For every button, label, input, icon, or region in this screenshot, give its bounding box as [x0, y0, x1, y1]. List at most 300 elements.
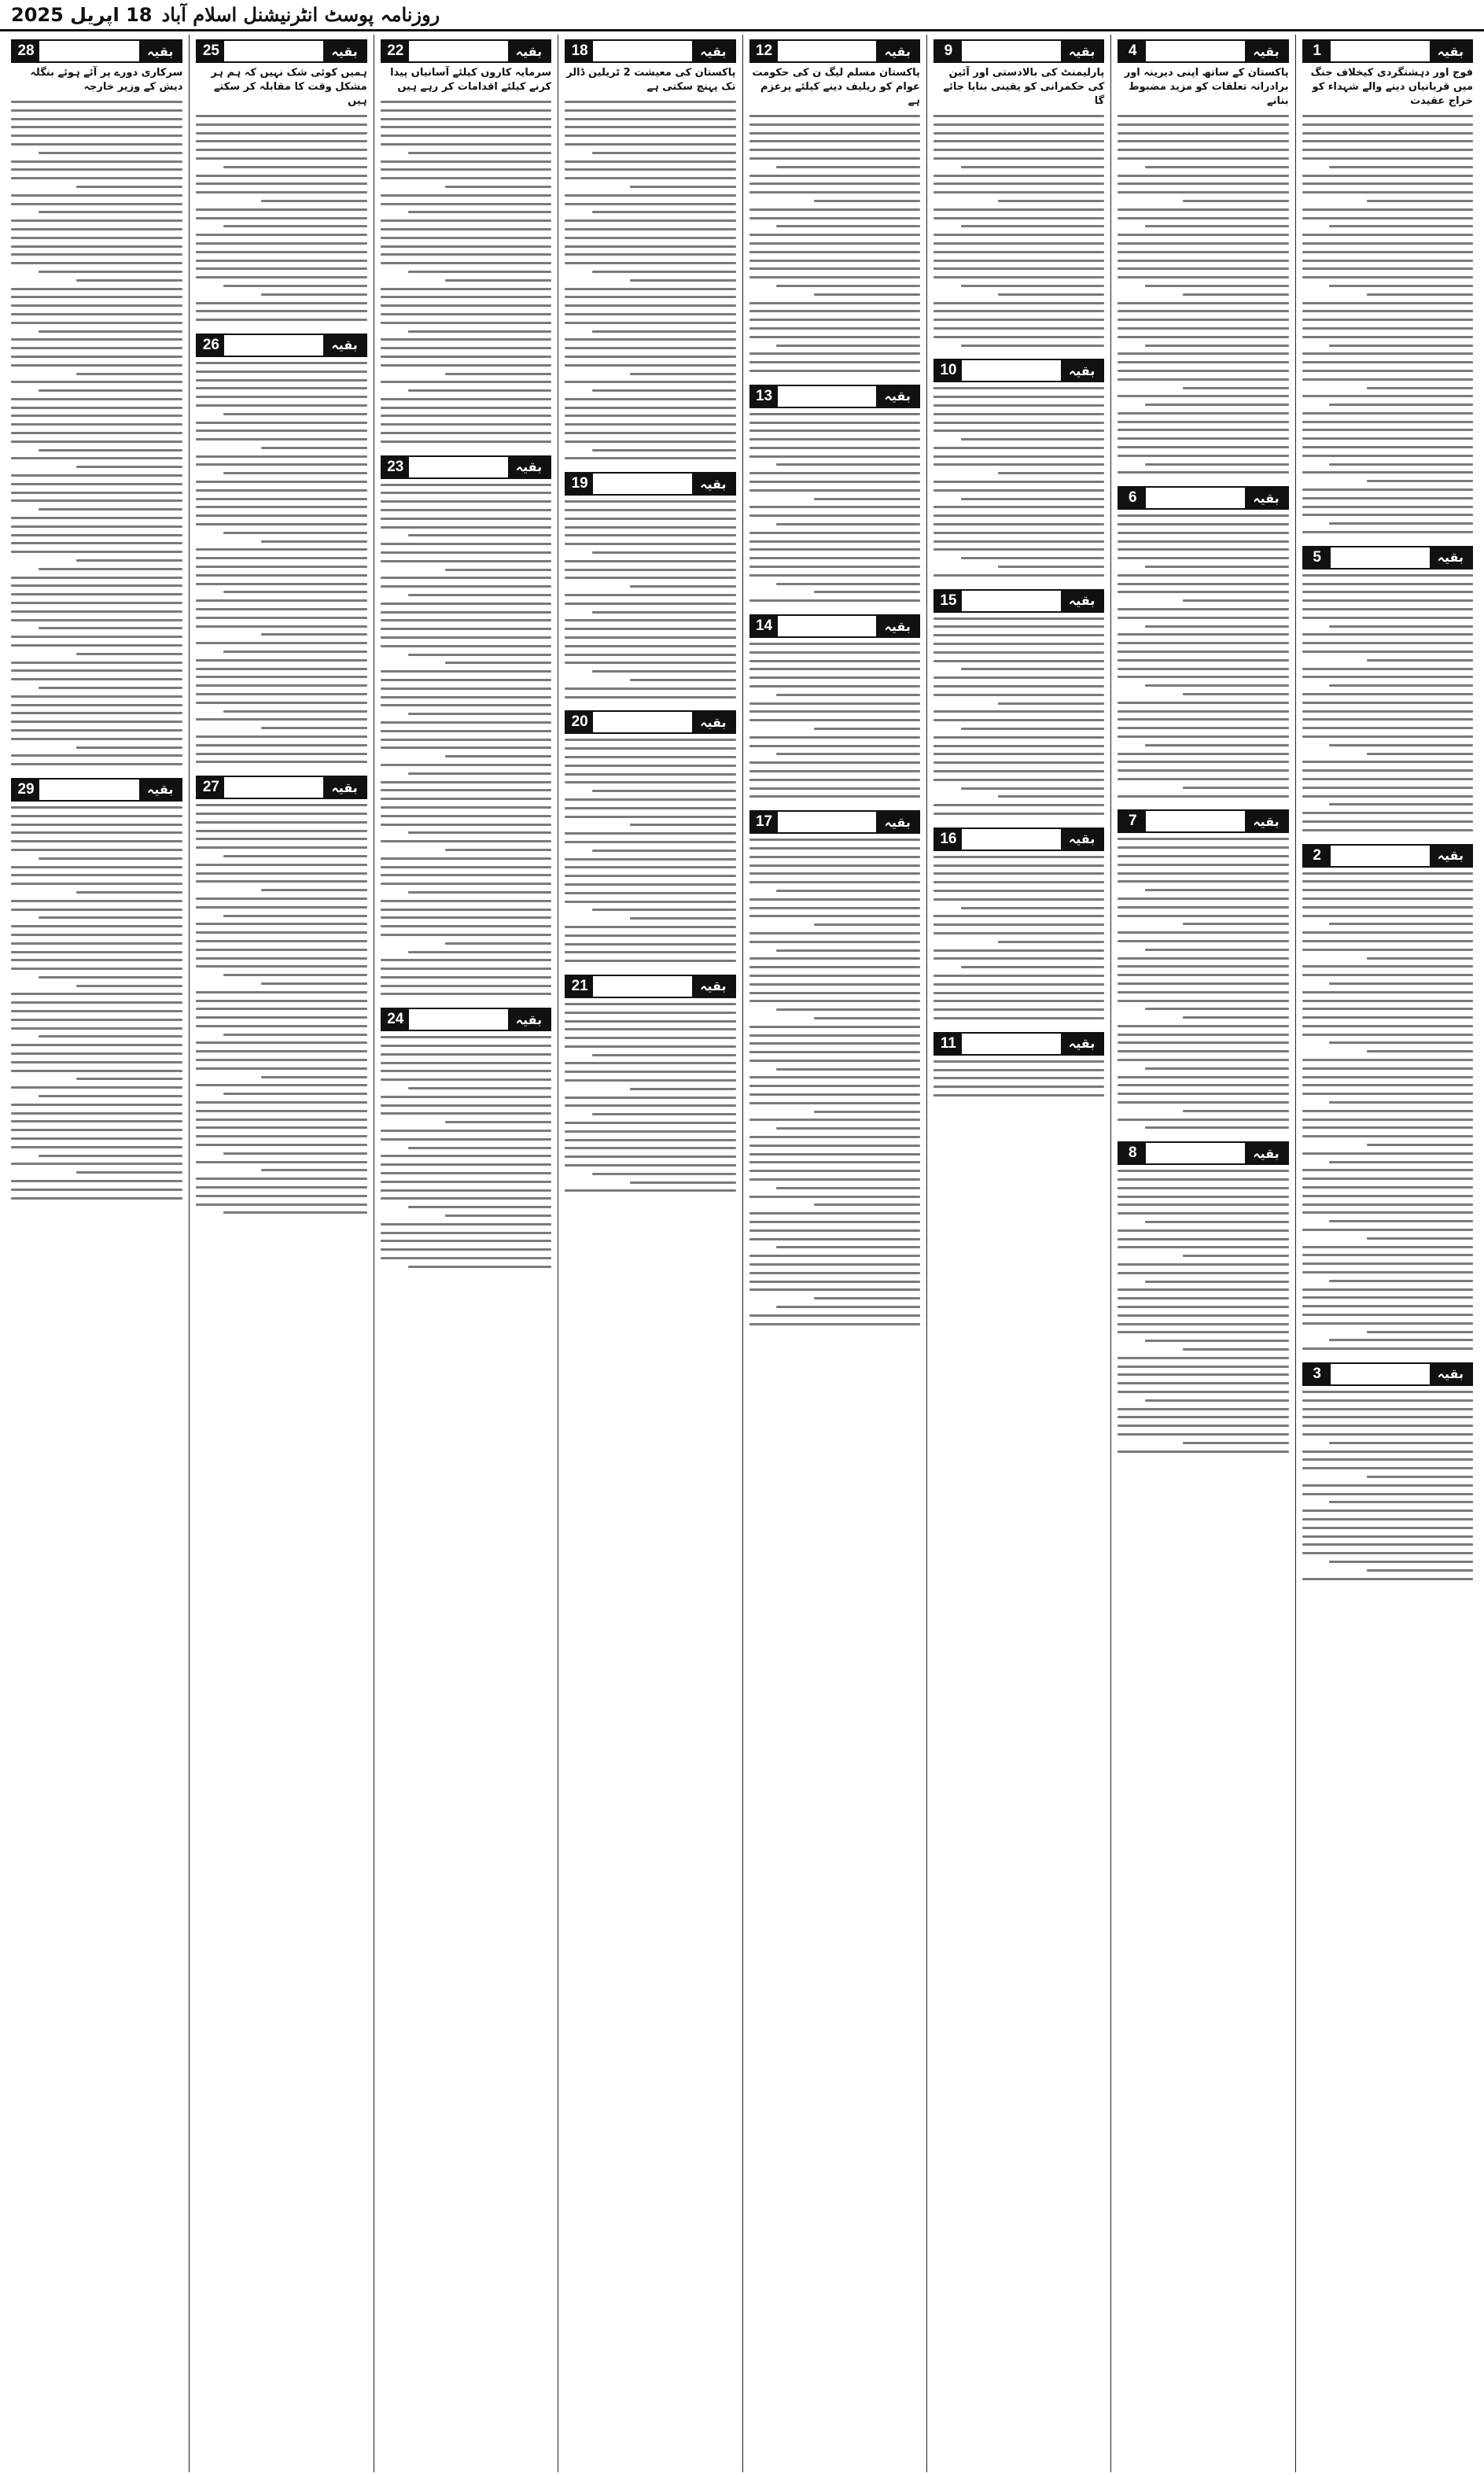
text-line	[11, 288, 182, 290]
text-line	[565, 534, 735, 536]
continuation-block	[565, 710, 735, 970]
text-line	[196, 404, 366, 407]
text-line	[1118, 378, 1288, 381]
text-line	[381, 484, 551, 486]
text-line	[565, 739, 735, 741]
text-line	[223, 855, 367, 857]
article-text	[196, 113, 366, 329]
continuation-block	[381, 39, 551, 451]
text-line	[408, 831, 552, 834]
text-line	[381, 1248, 551, 1251]
text-line	[933, 617, 1104, 620]
text-line	[1302, 829, 1473, 831]
text-line	[1302, 906, 1473, 909]
text-line	[408, 772, 552, 775]
text-line	[39, 568, 182, 570]
continuation-tag	[933, 828, 1104, 851]
text-line	[1302, 242, 1473, 245]
text-line	[1118, 1450, 1288, 1453]
text-line	[749, 191, 920, 194]
text-line	[11, 669, 182, 672]
text-line	[196, 396, 366, 398]
continuation-block	[381, 455, 551, 1004]
continuation-block	[196, 39, 366, 329]
text-line	[749, 327, 920, 330]
text-line	[1302, 702, 1473, 704]
text-line	[196, 991, 366, 993]
text-line	[1118, 574, 1288, 577]
continuation-label: بقیہ	[508, 457, 550, 477]
text-line	[565, 577, 735, 579]
text-line	[408, 1147, 552, 1149]
text-line	[776, 753, 920, 755]
text-line	[565, 101, 735, 103]
text-line	[11, 662, 182, 664]
text-line	[1302, 437, 1473, 440]
tag-spacer	[593, 41, 692, 61]
text-line	[381, 296, 551, 298]
text-line	[749, 702, 920, 705]
text-line	[1118, 1272, 1288, 1274]
text-line	[11, 313, 182, 315]
text-line	[776, 1306, 920, 1308]
text-line	[1145, 949, 1289, 951]
text-line	[749, 267, 920, 270]
text-line	[1302, 1016, 1473, 1019]
text-line	[565, 1189, 735, 1192]
continuation-block	[749, 810, 920, 1332]
text-line	[11, 584, 182, 587]
text-line	[565, 126, 735, 128]
text-line	[196, 1084, 366, 1086]
continuation-label: بقیہ	[1245, 1143, 1287, 1163]
text-line	[1118, 718, 1288, 721]
text-line	[11, 338, 182, 341]
text-line	[1302, 471, 1473, 474]
text-line	[11, 551, 182, 553]
text-line	[749, 710, 920, 713]
text-line	[592, 152, 736, 154]
text-line	[749, 1288, 920, 1291]
text-line	[749, 208, 920, 211]
text-line	[565, 1037, 735, 1039]
text-line	[1329, 285, 1473, 287]
text-line	[814, 1111, 920, 1113]
text-line	[381, 500, 551, 503]
article-snippet: فوج اور دہشتگردی کیخلاف جنگ میں قربانیاں دینے والے شہداء کو خراج عقیدت	[1310, 67, 1473, 107]
text-line	[592, 611, 736, 614]
text-line	[749, 1153, 920, 1156]
text-line	[11, 1070, 182, 1072]
text-line	[196, 302, 366, 304]
text-line	[565, 500, 735, 503]
text-line	[223, 710, 367, 713]
text-line	[1118, 455, 1288, 457]
text-line	[381, 1163, 551, 1166]
text-line	[565, 219, 735, 222]
text-line	[196, 574, 366, 577]
continuation-block	[1118, 1141, 1288, 1460]
article-snippet: پاکستان کی معیشت 2 ٹریلین ڈالر تک پہنچ سکتی ہے	[566, 67, 736, 93]
text-line	[381, 1112, 551, 1115]
text-line	[565, 1045, 735, 1048]
text-line	[1118, 608, 1288, 610]
text-line	[565, 560, 735, 562]
text-line	[1302, 140, 1473, 142]
text-line	[565, 816, 735, 818]
continuation-label: بقیہ	[1061, 829, 1103, 850]
continuation-tag	[749, 810, 920, 834]
text-line	[749, 260, 920, 262]
text-line	[1118, 1178, 1288, 1181]
text-line	[196, 455, 366, 458]
text-line	[565, 603, 735, 605]
article-text	[749, 113, 920, 380]
text-line	[1302, 898, 1473, 900]
text-line	[1118, 965, 1288, 968]
text-line	[933, 157, 1104, 160]
text-line	[381, 1172, 551, 1174]
continuation-number: 7	[1119, 811, 1146, 831]
continuation-label: بقیہ	[876, 386, 918, 407]
text-line	[1302, 1084, 1473, 1086]
continuation-tag	[565, 39, 735, 63]
text-line	[776, 949, 920, 952]
text-line	[1302, 361, 1473, 363]
text-line	[196, 693, 366, 695]
text-line	[1302, 1178, 1473, 1180]
text-line	[11, 203, 182, 205]
text-line	[933, 149, 1104, 151]
text-line	[1118, 1212, 1288, 1215]
text-line	[381, 789, 551, 791]
text-line	[749, 872, 920, 875]
text-line	[381, 338, 551, 341]
text-line	[1302, 217, 1473, 219]
text-line	[749, 310, 920, 312]
text-line	[196, 217, 366, 219]
text-line	[749, 1034, 920, 1037]
text-line	[196, 370, 366, 373]
text-line	[196, 821, 366, 824]
text-line	[76, 279, 182, 282]
continuation-block	[196, 776, 366, 1222]
text-line	[196, 753, 366, 755]
text-line	[933, 251, 1104, 253]
text-line	[196, 481, 366, 483]
text-line	[196, 182, 366, 185]
text-line	[749, 182, 920, 185]
text-line	[196, 157, 366, 160]
article-text	[381, 482, 551, 1004]
text-line	[76, 985, 182, 987]
text-line	[1302, 1433, 1473, 1436]
text-line	[1118, 370, 1288, 372]
continuation-tag	[196, 334, 366, 357]
text-line	[381, 1036, 551, 1038]
text-line	[196, 1110, 366, 1112]
text-line	[1118, 735, 1288, 738]
text-line	[196, 1050, 366, 1052]
text-line	[1329, 1161, 1473, 1163]
text-line	[1118, 974, 1288, 976]
text-line	[565, 177, 735, 179]
text-line	[933, 191, 1104, 194]
text-line	[749, 719, 920, 721]
text-line	[381, 611, 551, 614]
text-line	[1302, 1203, 1473, 1206]
text-line	[1302, 1067, 1473, 1070]
text-line	[1367, 387, 1473, 389]
text-line	[565, 381, 735, 383]
column-5	[558, 35, 742, 2472]
text-line	[39, 1035, 182, 1038]
text-line	[11, 440, 182, 443]
text-line	[196, 1008, 366, 1010]
text-line	[11, 883, 182, 885]
text-line	[1145, 566, 1289, 568]
text-line	[776, 225, 920, 227]
text-line	[196, 557, 366, 559]
text-line	[565, 747, 735, 750]
text-line	[1302, 1552, 1473, 1554]
article-text	[933, 385, 1104, 584]
text-line	[381, 1240, 551, 1242]
text-line	[565, 304, 735, 307]
text-line	[445, 373, 551, 375]
text-line	[565, 322, 735, 324]
continuation-tag	[1302, 39, 1473, 63]
text-line	[749, 651, 920, 654]
text-line	[933, 761, 1104, 764]
text-line	[1302, 1425, 1473, 1427]
text-line	[565, 168, 735, 171]
continuation-number: 9	[935, 41, 962, 61]
text-line	[261, 200, 367, 202]
text-line	[1367, 1144, 1473, 1146]
text-line	[196, 668, 366, 670]
text-line	[1302, 267, 1473, 270]
text-line	[749, 966, 920, 968]
text-line	[11, 356, 182, 358]
article-text	[749, 641, 920, 805]
text-line	[1302, 787, 1473, 789]
text-line	[11, 934, 182, 936]
text-line	[1302, 872, 1473, 875]
text-line	[1302, 974, 1473, 976]
text-line	[1118, 446, 1288, 448]
text-line	[1118, 1059, 1288, 1061]
text-line	[961, 166, 1105, 168]
column-6	[374, 35, 558, 2472]
text-line	[749, 1212, 920, 1215]
text-line	[1118, 1314, 1288, 1317]
text-line	[11, 866, 182, 868]
text-line	[776, 166, 920, 168]
masthead-title: روزنامہ پوسٹ انٹرنیشنل اسلام آباد	[161, 3, 440, 26]
text-line	[1329, 345, 1473, 347]
text-line	[445, 849, 551, 851]
tag-spacer	[962, 591, 1061, 611]
text-line	[381, 219, 551, 222]
text-line	[381, 126, 551, 128]
text-line	[933, 881, 1104, 883]
text-line	[1118, 1238, 1288, 1240]
text-line	[1118, 1433, 1288, 1436]
text-line	[1118, 132, 1288, 135]
text-line	[749, 157, 920, 160]
text-line	[1118, 242, 1288, 245]
text-line	[1302, 710, 1473, 713]
text-line	[1118, 140, 1288, 142]
text-line	[933, 506, 1104, 508]
text-line	[565, 756, 735, 758]
text-line	[381, 1078, 551, 1081]
column-2	[1110, 35, 1294, 2472]
continuation-block	[933, 359, 1104, 584]
text-line	[11, 474, 182, 477]
text-line	[196, 276, 366, 278]
text-line	[933, 992, 1104, 994]
text-line	[196, 940, 366, 942]
tag-spacer	[962, 41, 1061, 61]
text-line	[11, 1146, 182, 1148]
text-line	[592, 551, 736, 554]
text-line	[565, 1130, 735, 1133]
text-line	[196, 438, 366, 440]
text-line	[749, 489, 920, 492]
text-line	[1118, 702, 1288, 704]
text-line	[1118, 1246, 1288, 1248]
text-line	[381, 603, 551, 605]
text-line	[381, 968, 551, 970]
text-line	[11, 177, 182, 179]
text-line	[381, 687, 551, 690]
text-line	[76, 373, 182, 375]
text-line	[1329, 166, 1473, 168]
text-line	[933, 429, 1104, 432]
text-line	[11, 1052, 182, 1055]
text-line	[749, 1136, 920, 1138]
text-line	[933, 455, 1104, 458]
text-line	[196, 149, 366, 151]
text-line	[749, 115, 920, 117]
text-line	[1118, 761, 1288, 763]
text-line	[749, 1085, 920, 1087]
text-line	[749, 1229, 920, 1232]
continuation-label: بقیہ	[139, 780, 181, 800]
text-line	[381, 143, 551, 146]
masthead-date: 18 اپریل 2025	[11, 3, 153, 26]
article-snippet: سرمایہ کاروں کیلئے آسانیاں پیدا کرنے کیلئے اقدامات کر رہے ہیں	[390, 67, 552, 93]
text-line	[1118, 302, 1288, 304]
text-line	[408, 330, 552, 333]
text-line	[196, 489, 366, 492]
continuation-number: 27	[197, 777, 224, 798]
continuation-label: بقیہ	[876, 812, 918, 832]
text-line	[11, 849, 182, 851]
text-line	[565, 1020, 735, 1023]
text-line	[998, 293, 1104, 296]
text-line	[961, 345, 1105, 347]
text-line	[814, 591, 920, 593]
text-line	[776, 1068, 920, 1071]
article-text	[1118, 836, 1288, 1137]
tag-spacer	[593, 976, 692, 997]
text-line	[592, 389, 736, 392]
text-line	[381, 577, 551, 579]
text-line	[1118, 1101, 1288, 1104]
text-line	[11, 492, 182, 494]
text-line	[565, 288, 735, 290]
text-line	[1302, 642, 1473, 644]
text-line	[11, 1061, 182, 1063]
text-line	[1302, 182, 1473, 185]
text-line	[381, 194, 551, 197]
continuation-tag	[933, 1032, 1104, 1056]
text-line	[1302, 651, 1473, 653]
text-line	[11, 322, 182, 324]
text-line	[196, 684, 366, 687]
text-line	[1118, 421, 1288, 423]
text-line	[592, 850, 736, 852]
text-line	[11, 1001, 182, 1004]
text-line	[196, 208, 366, 211]
text-line	[196, 838, 366, 840]
text-line	[381, 781, 551, 783]
continuation-label: بقیہ	[1430, 846, 1471, 866]
text-line	[196, 872, 366, 875]
article-text	[565, 499, 735, 706]
text-line	[1329, 803, 1473, 805]
text-line	[261, 982, 367, 985]
text-line	[749, 361, 920, 363]
text-line	[933, 481, 1104, 483]
text-line	[1302, 1408, 1473, 1410]
text-line	[196, 1161, 366, 1163]
tag-spacer	[1146, 41, 1245, 61]
text-line	[749, 217, 920, 219]
text-line	[196, 260, 366, 262]
text-line	[1118, 267, 1288, 270]
text-line	[565, 875, 735, 877]
text-line	[1183, 1348, 1289, 1351]
continuation-label: بقیہ	[692, 474, 734, 494]
text-line	[381, 746, 551, 749]
text-line	[749, 881, 920, 883]
text-line	[933, 779, 1104, 781]
text-line	[196, 1195, 366, 1197]
text-line	[565, 619, 735, 621]
tag-spacer	[409, 457, 508, 477]
text-line	[776, 1187, 920, 1189]
continuation-number: 22	[382, 41, 409, 61]
text-line	[11, 1027, 182, 1030]
text-line	[1302, 429, 1473, 431]
text-line	[933, 217, 1104, 219]
text-line	[196, 761, 366, 763]
text-line	[381, 721, 551, 724]
text-line	[933, 234, 1104, 236]
text-line	[196, 744, 366, 746]
text-line	[408, 891, 552, 894]
text-line	[381, 934, 551, 936]
text-line	[749, 1272, 920, 1274]
text-line	[1118, 395, 1288, 397]
text-line	[1302, 302, 1473, 304]
text-line	[408, 211, 552, 213]
continuation-number: 24	[382, 1009, 409, 1030]
